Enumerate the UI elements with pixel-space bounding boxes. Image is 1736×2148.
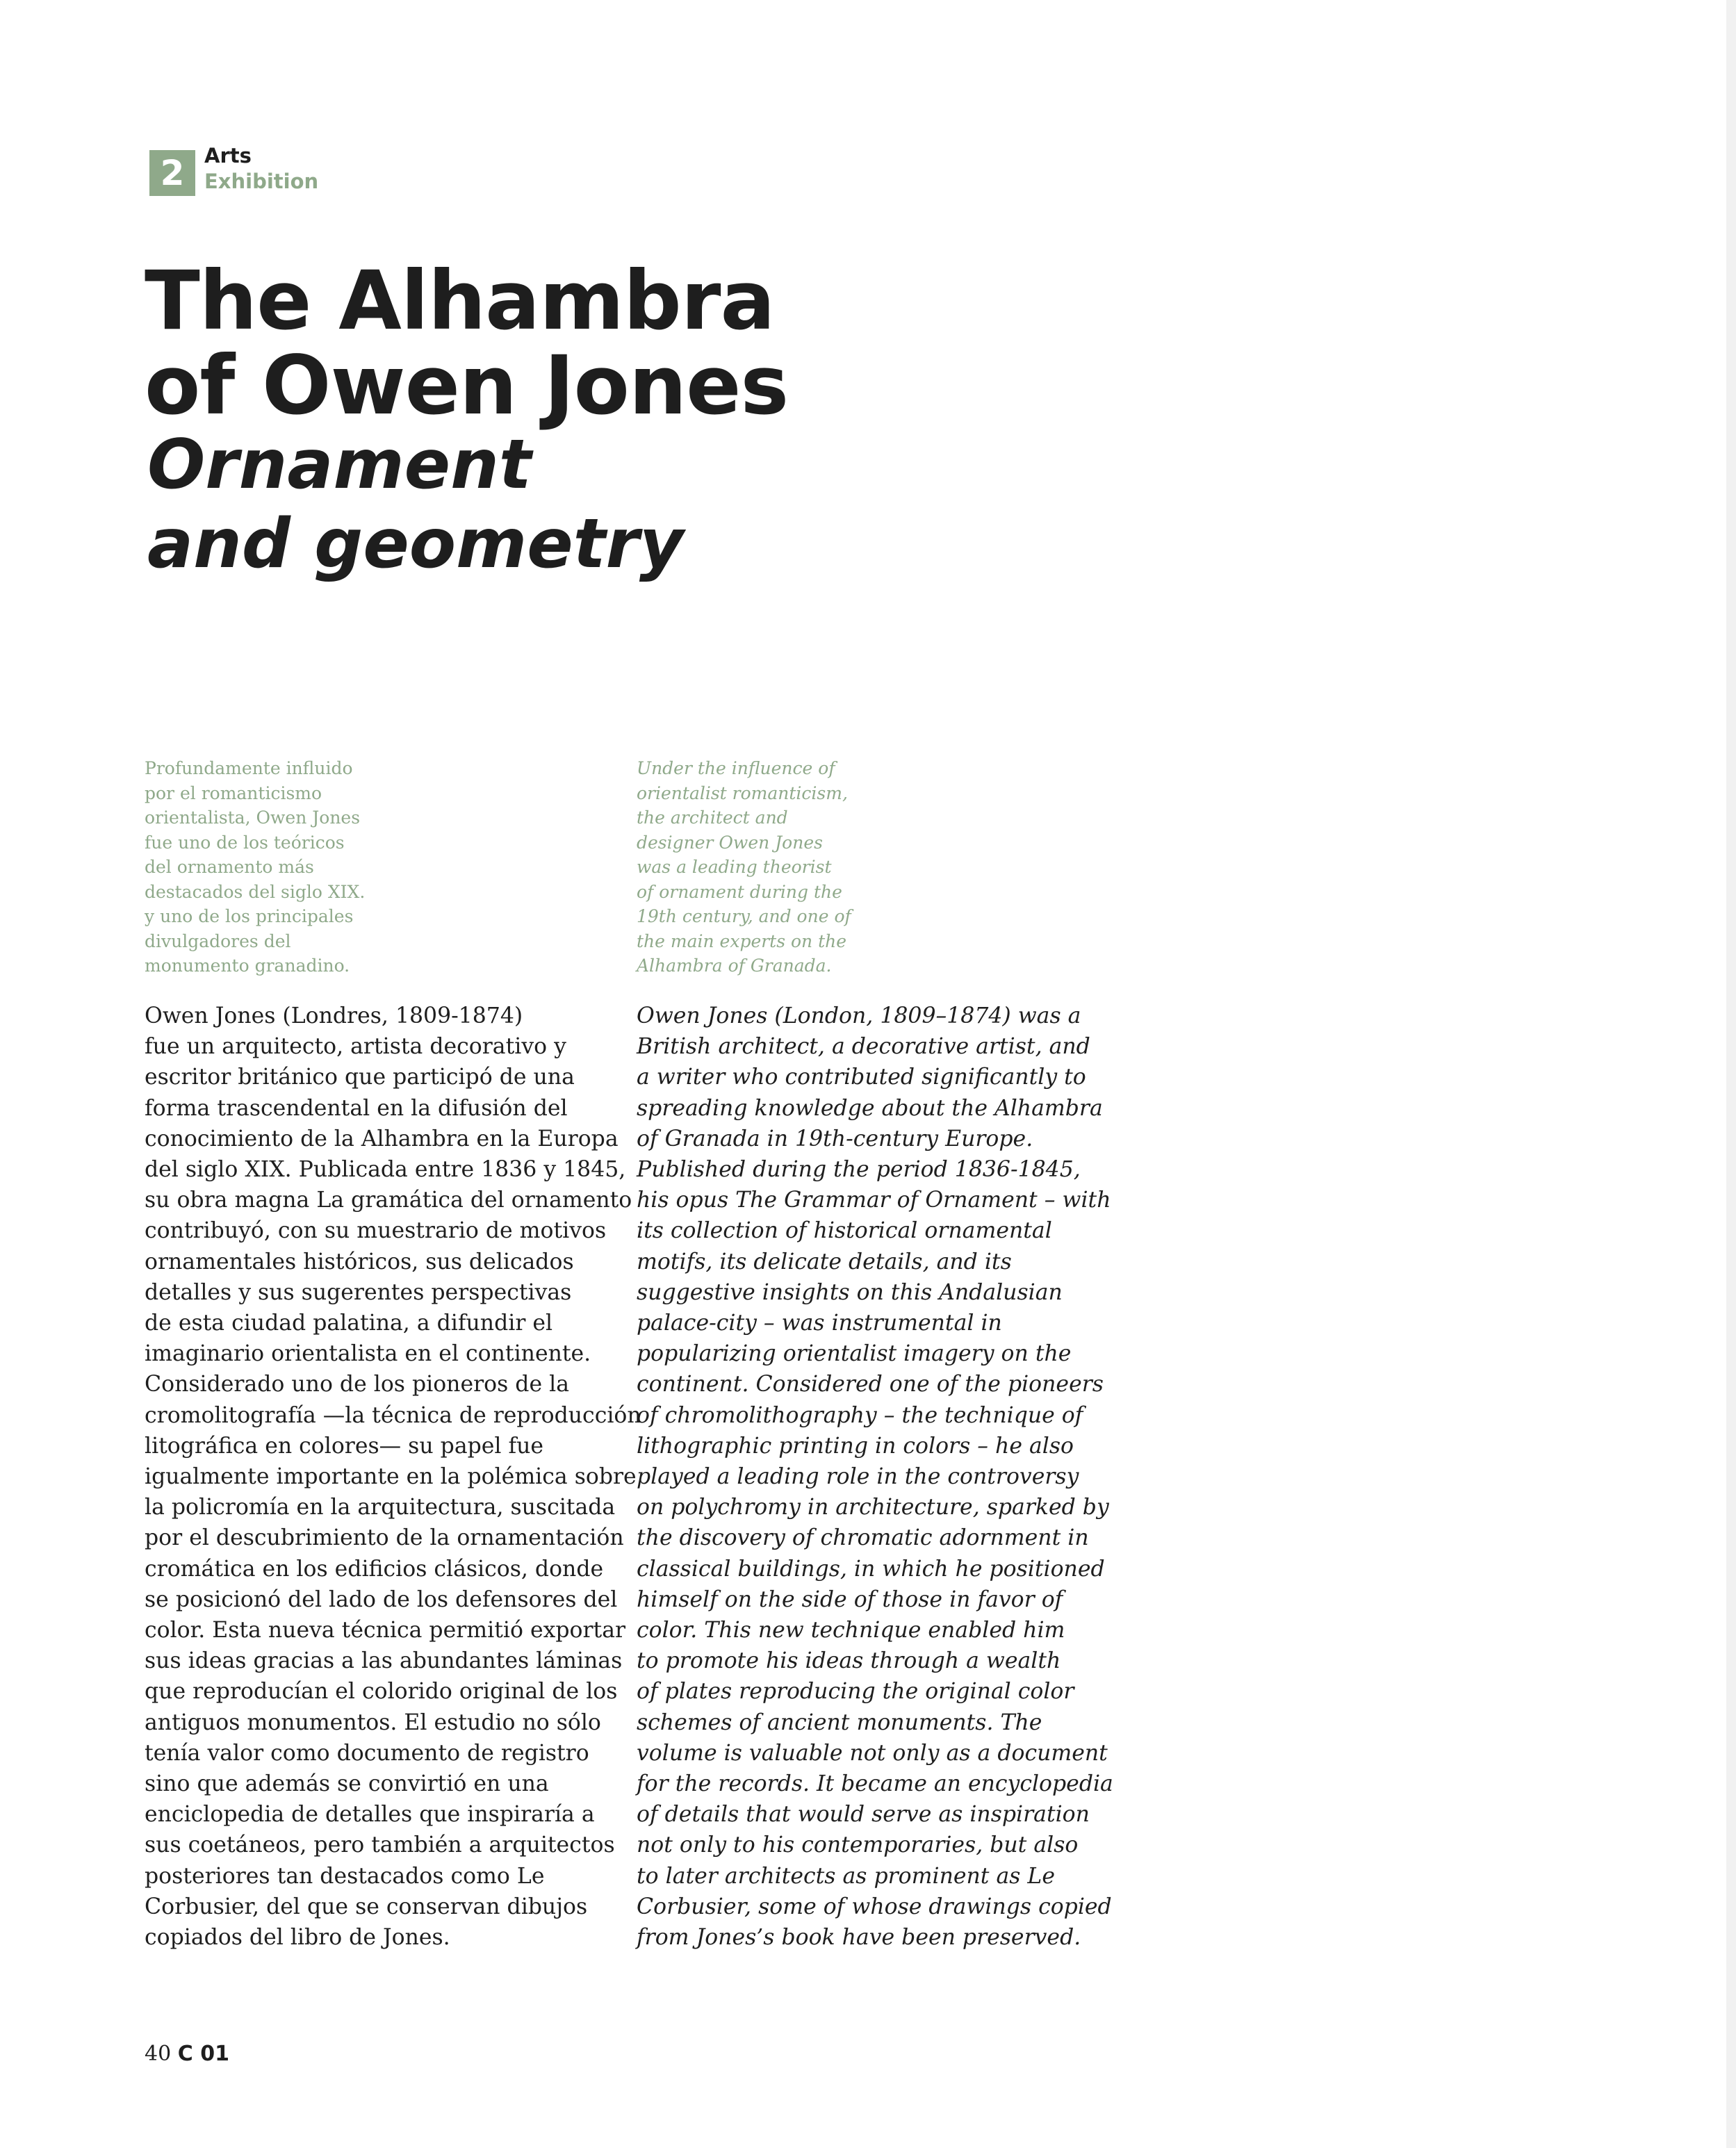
article-subtitle	[147, 425, 684, 584]
text-line: of plates reproducing the original color	[637, 1679, 1074, 1705]
text-line: suggestive insights on this Andalusian	[637, 1279, 1063, 1305]
text-line: to later architects as prominent as Le	[637, 1863, 1055, 1889]
text-line: sus ideas gracias a las abundantes láminas	[145, 1648, 623, 1674]
text-line: antiguos monumentos. El estudio no sólo	[145, 1710, 601, 1735]
article-title-line: of Owen Jones	[145, 338, 789, 433]
text-line: del siglo XIX. Publicada entre 1836 y 1845,	[145, 1157, 626, 1183]
text-line: que reproducían el colorido original de los	[145, 1679, 618, 1705]
text-line: tenía valor como documento de registro	[145, 1740, 589, 1766]
article-title-line: The Alhambra	[145, 253, 775, 348]
text-line: spreading knowledge about the Alhambra	[637, 1095, 1103, 1121]
text-line: for the records. It became an encyclopedia	[637, 1771, 1113, 1797]
text-line: fue uno de los teóricos	[145, 832, 345, 853]
article-subtitle-line: Ornament	[147, 425, 532, 505]
text-line: se posicionó del lado de los defensores del	[145, 1587, 618, 1612]
text-line: to promote his ideas through a wealth	[637, 1648, 1061, 1674]
text-line: volume is valuable not only as a document	[637, 1740, 1108, 1766]
page-number: 40	[145, 2042, 172, 2066]
text-line: de esta ciudad palatina, a difundir el	[145, 1311, 553, 1336]
text-line: color. Esta nueva técnica permitió exportar	[145, 1618, 626, 1643]
text-line: escritor británico que participó de una	[145, 1065, 575, 1090]
text-line: British architect, a decorative artist, and	[637, 1034, 1090, 1060]
text-line: a writer who contributed significantly to	[637, 1065, 1086, 1090]
text-line: the discovery of chromatic adornment in	[637, 1525, 1089, 1551]
text-line: Published during the period 1836-1845,	[637, 1157, 1081, 1183]
body-text-spanish	[145, 1001, 641, 1953]
body-text-english	[637, 1001, 1113, 1953]
page-footer	[145, 2040, 229, 2068]
section-number-badge: 2	[149, 150, 195, 196]
text-line: detalles y sus sugerentes perspectivas	[145, 1279, 572, 1305]
text-line: Considerado uno de los pioneros de la	[145, 1372, 569, 1397]
publication-code: C 01	[177, 2042, 229, 2066]
text-line: from Jones’s book have been preserved.	[637, 1925, 1081, 1951]
text-line: por el descubrimiento de la ornamentación	[145, 1525, 624, 1551]
text-line: y uno de los principales	[145, 906, 354, 926]
text-line: the architect and	[637, 807, 788, 828]
text-line: orientalist romanticism,	[637, 782, 848, 803]
text-line: not only to his contemporaries, but also	[637, 1833, 1079, 1858]
text-line: igualmente importante en la polémica sobre	[145, 1464, 637, 1490]
text-line: his opus The Grammar of Ornament – with	[637, 1188, 1111, 1213]
text-line: of Granada in 19th-century Europe.	[637, 1126, 1033, 1151]
text-line: sino que además se convirtió en una	[145, 1771, 549, 1797]
text-line: conocimiento de la Alhambra en la Europa	[145, 1126, 619, 1151]
section-label	[204, 143, 318, 195]
page-edge	[1726, 0, 1736, 2148]
text-line: posteriores tan destacados como Le	[145, 1863, 545, 1889]
section-category: Arts	[204, 144, 252, 167]
text-line: of details that would serve as inspiration	[637, 1802, 1090, 1828]
text-line: del ornamento más	[145, 857, 314, 877]
section-subcategory: Exhibition	[204, 170, 319, 193]
text-line: sus coetáneos, pero también a arquitectos	[145, 1833, 615, 1858]
text-line: su obra magna La gramática del ornamento	[145, 1188, 632, 1213]
text-line: palace-city – was instrumental in	[637, 1311, 1002, 1336]
text-line: the main experts on the	[637, 930, 847, 951]
text-line: lithographic printing in colors – he also	[637, 1433, 1074, 1459]
text-line: of chromolithography – the technique of	[637, 1402, 1083, 1428]
text-line: por el romanticismo	[145, 782, 322, 803]
text-line: Alhambra of Granada.	[637, 956, 832, 976]
text-line: Corbusier, some of whose drawings copied	[637, 1894, 1112, 1919]
text-line: Corbusier, del que se conservan dibujos	[145, 1894, 588, 1919]
text-line: was a leading theorist	[637, 857, 832, 877]
text-line: its collection of historical ornamental	[637, 1218, 1052, 1244]
text-line: destacados del siglo XIX.	[145, 881, 366, 902]
text-line: motifs, its delicate details, and its	[637, 1249, 1012, 1274]
text-line: imaginario orientalista en el continente.	[145, 1341, 591, 1367]
text-line: contribuyó, con su muestrario de motivos	[145, 1218, 607, 1244]
text-line: on polychromy in architecture, sparked by	[637, 1495, 1109, 1520]
text-line: orientalista, Owen Jones	[145, 807, 361, 828]
text-line: 19th century, and one of	[637, 906, 851, 926]
text-line: Under the influence of	[637, 758, 835, 778]
text-line: la policromía en la arquitectura, suscitada	[145, 1495, 616, 1520]
text-line: designer Owen Jones	[637, 832, 823, 853]
text-line: Owen Jones (London, 1809–1874) was a	[637, 1003, 1081, 1028]
intro-english	[637, 756, 851, 978]
text-line: of ornament during the	[637, 881, 842, 902]
text-line: popularizing orientalist imagery on the	[637, 1341, 1072, 1367]
text-line: divulgadores del	[145, 930, 291, 951]
text-line: litográfica en colores— su papel fue	[145, 1433, 544, 1459]
text-line: fue un arquitecto, artista decorativo y	[145, 1034, 566, 1060]
text-line: Profundamente influido	[145, 758, 353, 778]
text-line: color. This new technique enabled him	[637, 1618, 1065, 1643]
text-line: cromática en los edificios clásicos, donde	[145, 1556, 604, 1582]
text-line: continent. Considered one of the pioneers	[637, 1372, 1104, 1397]
text-line: classical buildings, in which he positioned	[637, 1556, 1105, 1582]
text-line: monumento granadino.	[145, 956, 350, 976]
text-line: enciclopedia de detalles que inspiraría a	[145, 1802, 595, 1828]
article-subtitle-line: and geometry	[147, 505, 684, 584]
text-line: himself on the side of those in favor of	[637, 1587, 1063, 1612]
text-line: played a leading role in the controversy	[637, 1464, 1079, 1490]
text-line: ornamentales históricos, sus delicados	[145, 1249, 574, 1274]
text-line: copiados del libro de Jones.	[145, 1925, 450, 1951]
text-line: cromolitografía —la técnica de reproducción	[145, 1402, 641, 1428]
intro-spanish	[145, 756, 365, 978]
text-line: Owen Jones (Londres, 1809-1874)	[145, 1003, 523, 1028]
article-title	[145, 253, 789, 433]
text-line: forma trascendental en la difusión del	[145, 1095, 568, 1121]
text-line: schemes of ancient monuments. The	[637, 1710, 1042, 1735]
